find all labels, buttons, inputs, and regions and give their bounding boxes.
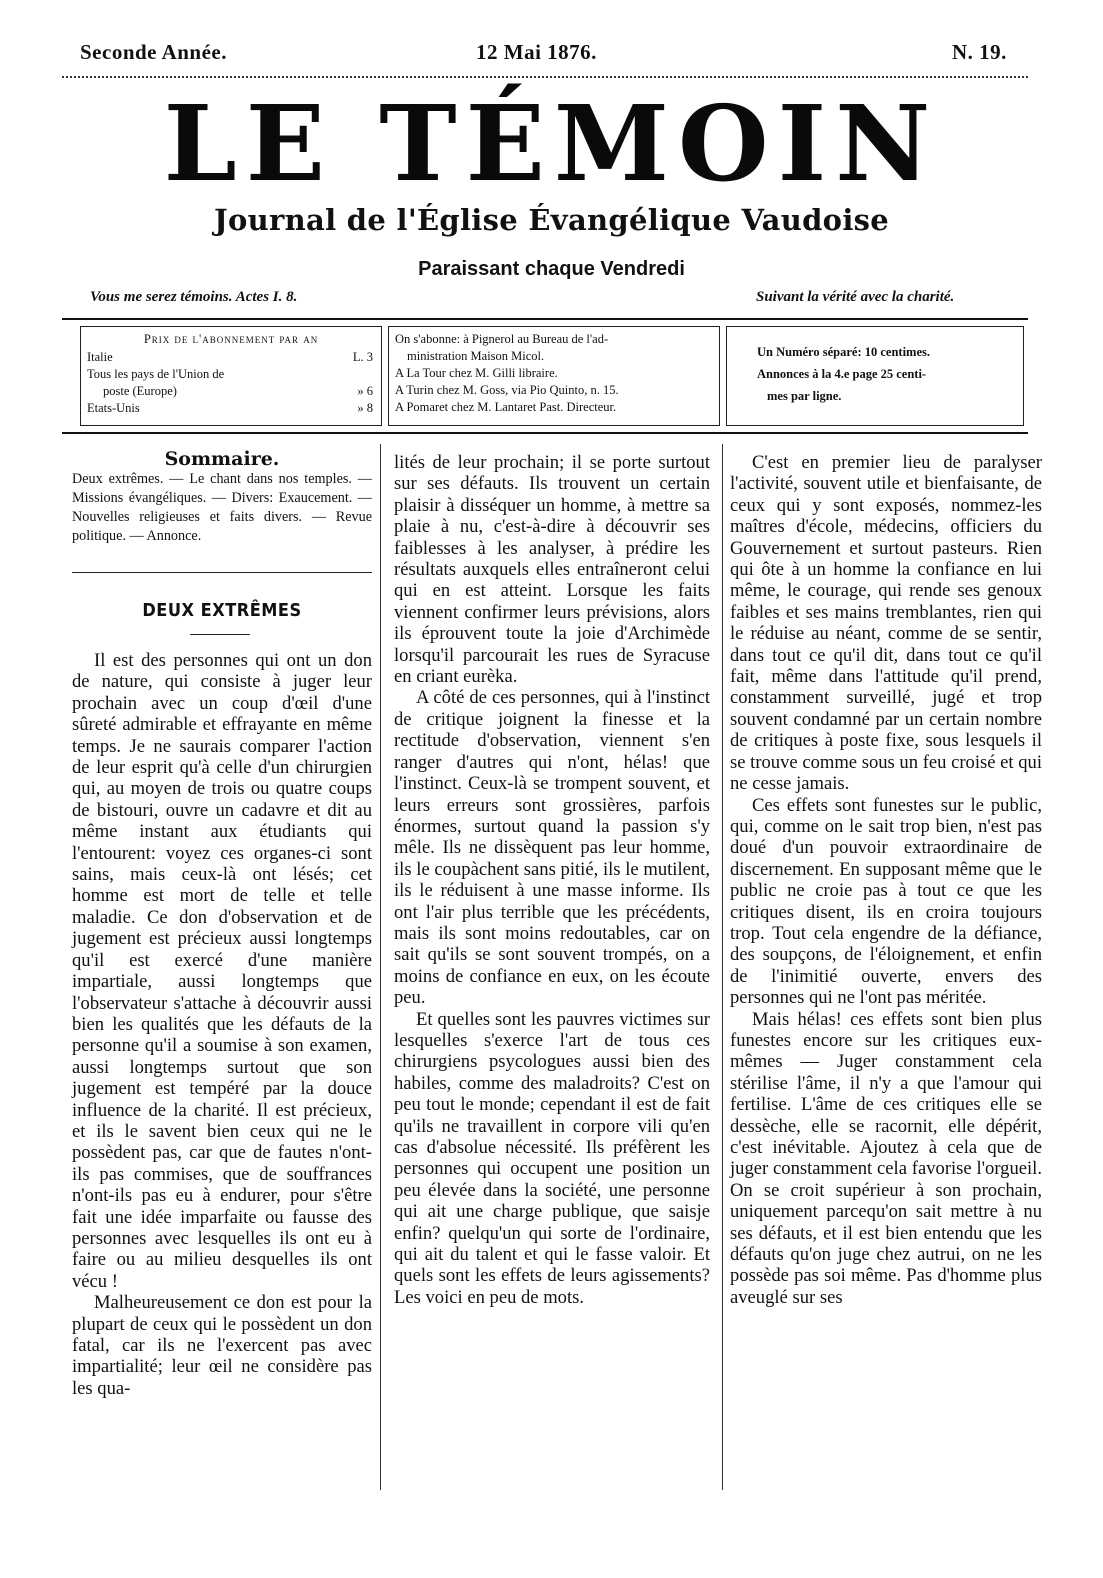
subscription-row <box>87 349 373 366</box>
column-rule <box>380 444 381 1490</box>
paragraph: Ces effets sont funestes sur le public, qui, comme on le sait trop bien, n'est pas doué d'un pouvoir extraordinaire de discernement. En supposant même que le public ne croie pas à tout ce que les critiques disent, ils en croira toujours trop. Tout cela engendre de la défiance, des soupçons, de l'éloignement, et enfin de l'inimitié ouverte, envers des personnes qui ne l'ont pas méritée. <box>730 794 1042 1009</box>
box-bottom-rule <box>62 432 1028 434</box>
pricing-box <box>726 326 1024 426</box>
office-line: A Pomaret chez M. Lantaret Past. Directeur. <box>395 400 617 414</box>
column-rule <box>722 444 723 1490</box>
subscription-price: L. 3 <box>352 350 373 364</box>
article-column-2 <box>394 452 710 1308</box>
subscription-table <box>87 349 373 417</box>
issue-date: 12 Mai 1876. <box>476 40 597 64</box>
pricing-line: Un Numéro séparé: 10 centimes. <box>757 345 930 359</box>
summary-text: Deux extrêmes. — Le chant dans nos temples. — Missions évangéliques. — Divers: Exaucement. — Nouvelles religieuses et faits divers. — Revue politique. — Annonce. <box>72 471 372 544</box>
subscription-place: Etats-Unis <box>87 401 140 415</box>
paragraph: Mais hélas! ces effets sont bien plus funestes encore sur les critiques eux-mêmes — Juger constamment cela stérilise l'âme, il n'y a que l'amour qui fertilise. L'âme de ces critiques elle se dessèche, elle se racornit, elle dépérit, c'est inévitable. Ajoutez à cela que de juger constamment cela favorise l'orgueil. On se croit supérieur à son prochain, uniquement parcequ'on sait mettre à nu ses défauts, et il est bien entendu que les défauts qu'on juge chez autrui, on ne les possède pas soi même. Pas d'homme plus aveuglé sur ses <box>730 1008 1042 1308</box>
subscription-place: poste (Europe) <box>103 384 177 398</box>
subscription-place: Italie <box>87 350 113 364</box>
office-line: ministration Maison Micol. <box>407 349 545 363</box>
paragraph: Et quelles sont les pauvres victimes sur lesquelles s'exerce l'art de tous ces chirurgiens psycologues aussi bien des habiles, comme des maladroits? C'est on peu tout le monde; cependant il est de fait qu'ils ne travaillent in corpore vili qu'en cas d'absolue nécessité. Ils préfèrent les personnes qui occupent une position un peu élevée dans la société, une personne qui ait une charge publique, que saisje enfin? quelqu'un qui sorte de l'ordinaire, qui ait du talent et qui le fasse valoir. Et quels sont les effets de leurs agissements? Les voici en peu de mots. <box>394 1008 710 1308</box>
pricing-line: mes par ligne. <box>767 389 842 403</box>
subscription-price: » 8 <box>357 401 373 415</box>
paragraph: lités de leur prochain; il se porte surtout sur ses défauts. Ils trouvent un certain plaisir à disséquer un homme, à mettre sa plaie à nu, c'est-à-dire à découvrir ses faiblesses à les analyser, à prédire les résultats auxquels elles entraîneront celui qui en est atteint. Lorsque les faits viennent confirmer leurs prévisions, alors ils éprouvent toute la joie d'Archimède lorsqu'il parcourait les rues de Syracuse en criant eurèka. <box>394 452 710 688</box>
paragraph: C'est en premier lieu de paralyser l'activité, souvent utile et bienfaisante, de ceux qui y sont exposés, nommez-les maîtres d'école, médecins, officiers du Gouvernement et surtout pasteurs. Rien qui ôte à un homme la confiance en lui même, le courage, qui rende ses genoux faibles et ses mains tremblantes, rien qui le réduise au néant, comme de se sentir, dans tout ce qu'il dit, dans tout ce qu'il fait, même dans l'attitude qu'il prend, constamment surveillé, jugé et trop souvent condamné par un certain nombre de critiques à poste fixe, sous lesquels il se trouve comme sous un feu croisé et qui ne cesse jamais. <box>730 452 1042 795</box>
header-divider <box>62 76 1028 81</box>
summary <box>72 448 372 546</box>
subscription-row <box>87 400 373 417</box>
motto-right: Suivant la vérité avec la charité. <box>756 289 955 305</box>
masthead-subtitle: Journal de l'Église Évangélique Vaudoise <box>213 203 890 237</box>
subscription-place: Tous les pays de l'Union de <box>87 367 225 381</box>
subscription-price: » 6 <box>357 384 373 398</box>
offices-box <box>388 326 720 426</box>
subscription-row <box>87 366 373 383</box>
paragraph: Malheureusement ce don est pour la plupart de ceux qui le possèdent un don fatal, car ils ne l'exercent pas avec impartialité; leur œil ne considère pas les qua- <box>72 1292 372 1399</box>
issue-number: N. 19. <box>952 40 1007 64</box>
article-title: DEUX EXTRÊMES <box>142 600 302 621</box>
subscription-heading: Prix de l'abonnement par an <box>143 332 319 346</box>
masthead-title: LE TÉMOIN <box>163 82 940 205</box>
office-line: A Turin chez M. Goss, via Pio Quinto, n. 15. <box>395 383 619 397</box>
summary-rule <box>72 572 372 573</box>
paragraph: A côté de ces personnes, qui à l'instinct de critique joignent la finesse et la rectitude d'observation, viennent s'en ranger d'autres qui n'ont, hélas! que l'instinct. Ceux-là se trompent souvent, et leurs erreurs sont grossières, parfois énormes, surtout quand la passion s'y mêle. Ils ne dissèquent pas leur homme, ils le coupàchent sans pitié, ils le mutilent, ils le réduisent à une masse informe. Ils ont l'air plus terrible que les précédents, mais ils sont moins redoutables, car on sait qu'ils se sont souvent trompés, on a moins de confiance en eux, on les écoute peu. <box>394 687 710 1009</box>
paragraph: Il est des personnes qui ont un don de nature, qui consiste à juger leur prochain avec un coup d'œil d'une sûreté admirable et effrayante en même temps. Je ne saurais comparer l'action de leur esprit qu'à celle d'un chirurgien qui, au moyen de trois ou quatre coups de bistouri, ouvre un cadavre et dit au même instant aux étudiants qui l'entourent: voyez ces organes-ci sont sains, mais ceux-là ont lésés; cet homme est mort de telle et telle maladie. Ce don d'observation et de jugement est précieux aussi longtemps qu'il est exercé d'une manière impartiale, aussi longtemps que l'observateur s'attache à découvrir aussi bien les qualités que les défauts de la personne qu'il a soumise à son examen, aussi longtemps surtout que son jugement est tempéré par la douce influence de la charité. Il est précieux, et ils le savent bien ceux qui ne le possèdent pas, car que de fautes n'ont-ils pas commises, que de souffrances n'ont-ils pas eu à endurer, pour s'être fait une idée imparfaite ou fausse des personnes avec lesquelles ils ont eu à faire ou au milieu desquelles ils ont vécu ! <box>72 650 372 1292</box>
pricing-line: Annonces à la 4.e page 25 centi- <box>757 367 927 381</box>
subscription-box <box>80 326 382 426</box>
title-underline <box>190 634 250 635</box>
year-label: Seconde Année. <box>80 40 228 64</box>
subscription-row <box>87 383 373 400</box>
masthead-frequency: Paraissant chaque Vendredi <box>418 258 685 280</box>
motto-left: Vous me serez témoins. Actes I. 8. <box>90 289 298 305</box>
article-column-1 <box>72 650 372 1399</box>
article-column-3 <box>730 452 1042 1308</box>
summary-title: Sommaire. <box>164 448 280 470</box>
masthead-rule <box>62 318 1028 320</box>
office-line: On s'abonne: à Pignerol au Bureau de l'ad- <box>395 332 609 346</box>
office-line: A La Tour chez M. Gilli libraire. <box>395 366 558 380</box>
